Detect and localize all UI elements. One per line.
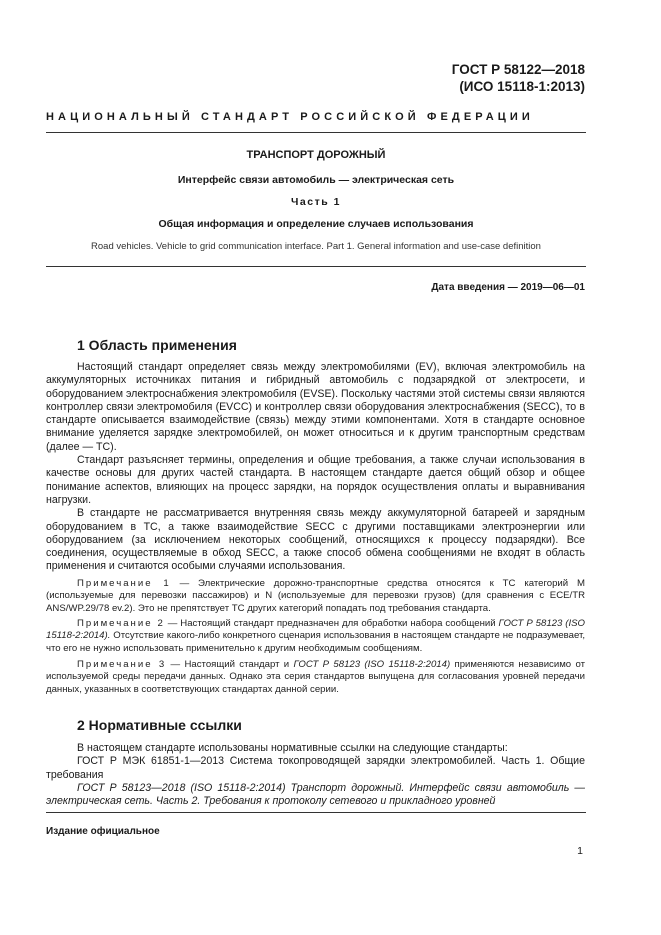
title-part-name: Общая информация и определение случаев использования (158, 218, 474, 230)
iso-code: (ИСО 15118-1:2013) (459, 79, 585, 94)
note-text: — Электрические дорожно-транспортные средства относятся к ТС категорий M (используемые для перевозки пассажиров) и N (используемые для перевозки грузов) (для сравнения с ECE/TR ANS/WP.29/78 ev.2). Это не препятствует ТС других категорий попадать под требования стандарта. (46, 578, 585, 614)
note-text: — Настоящий стандарт предназначен для обработки набора сообщений (164, 618, 499, 629)
note-reference: ГОСТ Р 58123 (ISO 15118-2:2014) (293, 659, 451, 670)
paragraph: В стандарте не рассматривается внутренняя связь между аккумуляторной батареей и зарядным оборудованием в ТС, а также взаимодействие SECC с другими поставщиками электроэнергии или оборудованием (за исключением некоторых сообщений, относящихся к процессу подзарядки). Все соединения, осуществляемые в обход SECC, а также способ обмена сообщениями не входят в область применения и считаются особыми случаями использования. (46, 507, 585, 573)
intro-date: Дата введения — 2019—06—01 (431, 282, 585, 293)
national-standard-banner: НАЦИОНАЛЬНЫЙ СТАНДАРТ РОССИЙСКОЙ ФЕДЕРАЦИИ (46, 111, 534, 123)
note-text: — Настоящий стандарт и (166, 659, 294, 670)
standard-code: ГОСТ Р 58122—2018 (451, 62, 585, 77)
note-3 (46, 659, 585, 696)
note-text: применяются независимо от используемой среды передачи данных. Однако эта серия стандартов выпущена для согласования уровней передачи данных, указанных в соответствующих стандартах данной серии. (46, 659, 585, 695)
footer-rule (46, 812, 586, 813)
note-1 (46, 578, 585, 615)
title-rule (46, 266, 586, 267)
note-text: Отсутствие какого-либо конкретного сценария использования в настоящем стандарте не подразумевает, что его не нужно использовать применительно к другим необходимым сообщениям. (46, 630, 585, 654)
note-reference: ГОСТ Р 58123 (ISO 15118-2:2014). (46, 618, 585, 642)
note-label: Примечание 2 (77, 618, 165, 629)
section2-body (46, 742, 585, 808)
paragraph: Стандарт разъясняет термины, определения и общие требования, а также случаи использования в качестве основы для других частей стандарта. В настоящем стандарте дается общий обзор и общее понимание аспектов, влияющих на процесс зарядки, на порядок осуществления оплаты и выравнивания нагрузки. (46, 454, 585, 506)
paragraph: В настоящем стандарте использованы нормативные ссылки на следующие стандарты: (77, 742, 508, 754)
title-english: Road vehicles. Vehicle to grid communication interface. Part 1. General information and use-case definition (91, 241, 541, 252)
title-main: ТРАНСПОРТ ДОРОЖНЫЙ (246, 149, 386, 161)
note-label: Примечание 3 (77, 659, 167, 670)
section2-heading: 2 Нормативные ссылки (77, 717, 242, 733)
edition-label: Издание официальное (46, 826, 160, 837)
page-number: 1 (577, 845, 583, 857)
title-part: Часть 1 (291, 196, 341, 208)
note-2 (46, 618, 585, 655)
top-rule (46, 132, 586, 133)
section1-body (46, 361, 585, 574)
note-label: Примечание 1 (77, 578, 171, 589)
section1-heading: 1 Область применения (77, 337, 237, 353)
title-sub: Интерфейс связи автомобиль — электрическая сеть (177, 174, 455, 186)
reference-item: ГОСТ Р 58123—2018 (ISO 15118-2:2014) Транспорт дорожный. Интерфейс связи автомобиль — электрическая сеть. Часть 2. Требования к протоколу сетевого и прикладного уровней (46, 781, 585, 808)
paragraph: Настоящий стандарт определяет связь между электромобилями (EV), включая электромобиль на аккумуляторных источниках питания и гибридный автомобиль с подзарядкой от электросети, и оборудованием электроснабжения электромобиля (EVSE). Поскольку частями этой системы связи являются контроллер связи электромобиля (EVCC) и контроллер связи оборудования электроснабжения (SECC), то в стандарте описывается взаимодействие (связь) между этими компонентами. Хотя в стандарте основное внимание уделяется зарядке электромобилей, он может относиться и к другим транспортным средствам (далее — ТС). (46, 361, 585, 453)
reference-item: ГОСТ Р МЭК 61851-1—2013 Система токопроводящей зарядки электромобилей. Часть 1. Общие требования (46, 755, 585, 781)
